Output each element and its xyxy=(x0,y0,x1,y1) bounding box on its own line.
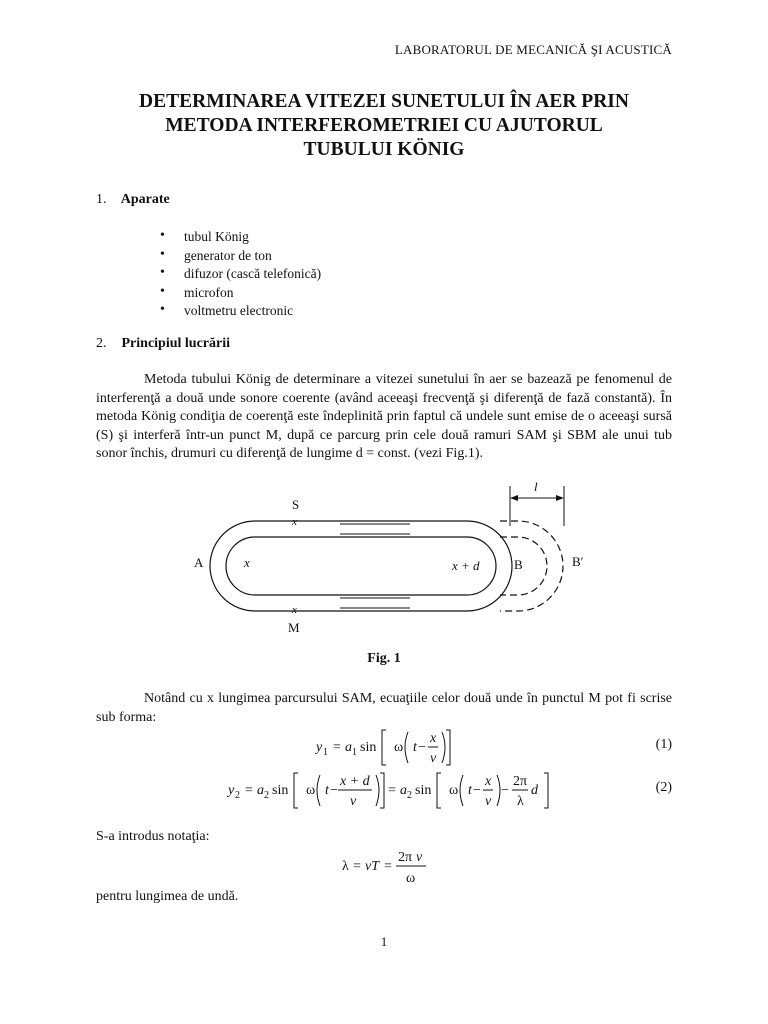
svg-text:a: a xyxy=(345,740,352,755)
section-1-title: Aparate xyxy=(120,192,170,207)
svg-text:−: − xyxy=(330,783,338,798)
figure-konig-tube xyxy=(180,478,600,643)
svg-text:2: 2 xyxy=(264,790,269,801)
running-header: LABORATORUL DE MECANICĂ ŞI ACUSTICĂ xyxy=(394,42,672,57)
equation-1-number: (1) xyxy=(655,737,672,752)
label-B: B xyxy=(514,557,523,572)
svg-text:sin: sin xyxy=(415,783,432,798)
list-item: • difuzor (cască telefonică) xyxy=(160,266,321,285)
label-l: l xyxy=(534,479,538,494)
svg-text:a: a xyxy=(400,783,407,798)
equation-2-formula xyxy=(226,770,556,810)
svg-text:=: = xyxy=(333,740,341,755)
svg-text:2: 2 xyxy=(235,790,240,801)
equation-2-number: (2) xyxy=(655,780,672,795)
svg-text:=: = xyxy=(384,859,392,874)
svg-text:y: y xyxy=(316,740,323,755)
wavelength-text: pentru lungimea de undă. xyxy=(96,889,239,904)
svg-text:−: − xyxy=(418,740,426,755)
svg-text:=: = xyxy=(353,859,361,874)
label-M: M xyxy=(288,620,300,635)
svg-text:ω: ω xyxy=(449,783,459,798)
list-item: • voltmetru electronic xyxy=(160,303,321,322)
paragraph-equations-intro: Notând cu x lungimea parcursului SAM, ecuaţiile celor două unde în punctul M pot fi scrise sub forma: xyxy=(96,691,672,725)
equation-2 xyxy=(96,770,672,810)
paragraph-principle: Metoda tubului König de determinare a vitezei sunetului în aer se bazează pe fenomenul de interferenţă a două unde sonore coerente (având aceeaşi frecvenţă şi diferenţă de fază constantă). În metoda König condiţia de coerenţă este îndeplinită prin faptul că undele sunt emise de o aceeaşi sursă (S) şi interferă într-un punct M, după ce parcurg prin cele două ramuri SAM şi SBM ale unui tub sonor închis, drumuri cu diferenţă de lungime d = const. (vezi Fig.1). xyxy=(96,372,672,461)
label-B-prime: B′ xyxy=(572,554,584,569)
svg-text:2π: 2π xyxy=(513,774,528,789)
label-x: x xyxy=(244,555,250,570)
document-title xyxy=(96,90,672,162)
list-item: • tubul König xyxy=(160,229,321,248)
svg-text:sin: sin xyxy=(272,783,289,798)
svg-text:−: − xyxy=(473,783,481,798)
section-2-title: Principiul lucrării xyxy=(121,336,230,351)
label-S: S xyxy=(292,497,300,512)
label-A: A xyxy=(194,555,204,570)
svg-text:y: y xyxy=(228,783,235,798)
svg-text:2π: 2π xyxy=(398,850,413,865)
svg-text:t: t xyxy=(325,783,329,798)
list-item: • generator de ton xyxy=(160,248,321,267)
svg-text:t: t xyxy=(468,783,472,798)
figure-caption: Fig. 1 xyxy=(367,651,401,666)
svg-text:x + d: x + d xyxy=(340,774,370,789)
marker-M: x xyxy=(292,604,297,616)
svg-text:2: 2 xyxy=(407,790,412,801)
page-number: 1 xyxy=(380,934,388,949)
svg-text:1: 1 xyxy=(323,747,328,758)
tube-displaced-outer xyxy=(500,521,563,611)
svg-text:v: v xyxy=(485,794,492,809)
section-1-number: 1. xyxy=(96,192,107,207)
svg-text:=: = xyxy=(245,783,253,798)
equation-1-formula xyxy=(314,727,454,767)
section-1-heading xyxy=(96,192,170,208)
list-item: • microfon xyxy=(160,285,321,304)
svg-text:v: v xyxy=(416,850,423,865)
apparatus-list xyxy=(160,229,321,322)
svg-text:a: a xyxy=(257,783,264,798)
wavelength-formula xyxy=(340,846,440,886)
svg-text:x: x xyxy=(430,731,437,746)
section-2-heading xyxy=(96,336,230,352)
label-x-plus-d: x + d xyxy=(452,558,480,573)
svg-text:v: v xyxy=(430,751,437,766)
svg-text:ω: ω xyxy=(394,740,404,755)
title-line-2: METODA INTERFEROMETRIEI CU AJUTORUL xyxy=(165,115,603,136)
svg-text:−: − xyxy=(501,783,509,798)
svg-text:λ: λ xyxy=(517,794,524,809)
title-line-1: DETERMINAREA VITEZEI SUNETULUI ÎN AER PRIN xyxy=(139,91,629,112)
svg-text:λ: λ xyxy=(342,859,349,874)
notation-intro: S-a introdus notaţia: xyxy=(96,829,210,844)
svg-text:1: 1 xyxy=(352,747,357,758)
svg-text:x: x xyxy=(485,774,492,789)
svg-text:ω: ω xyxy=(306,783,316,798)
svg-text:=: = xyxy=(388,783,396,798)
svg-text:ω: ω xyxy=(406,871,416,886)
marker-S: x xyxy=(292,516,297,528)
svg-text:v: v xyxy=(350,794,357,809)
svg-text:vT: vT xyxy=(365,859,379,874)
equation-1 xyxy=(96,727,672,767)
title-line-3: TUBULUI KÖNIG xyxy=(303,139,465,160)
svg-text:sin: sin xyxy=(360,740,377,755)
svg-text:d: d xyxy=(531,783,538,798)
section-2-number: 2. xyxy=(96,336,107,351)
svg-text:t: t xyxy=(413,740,417,755)
